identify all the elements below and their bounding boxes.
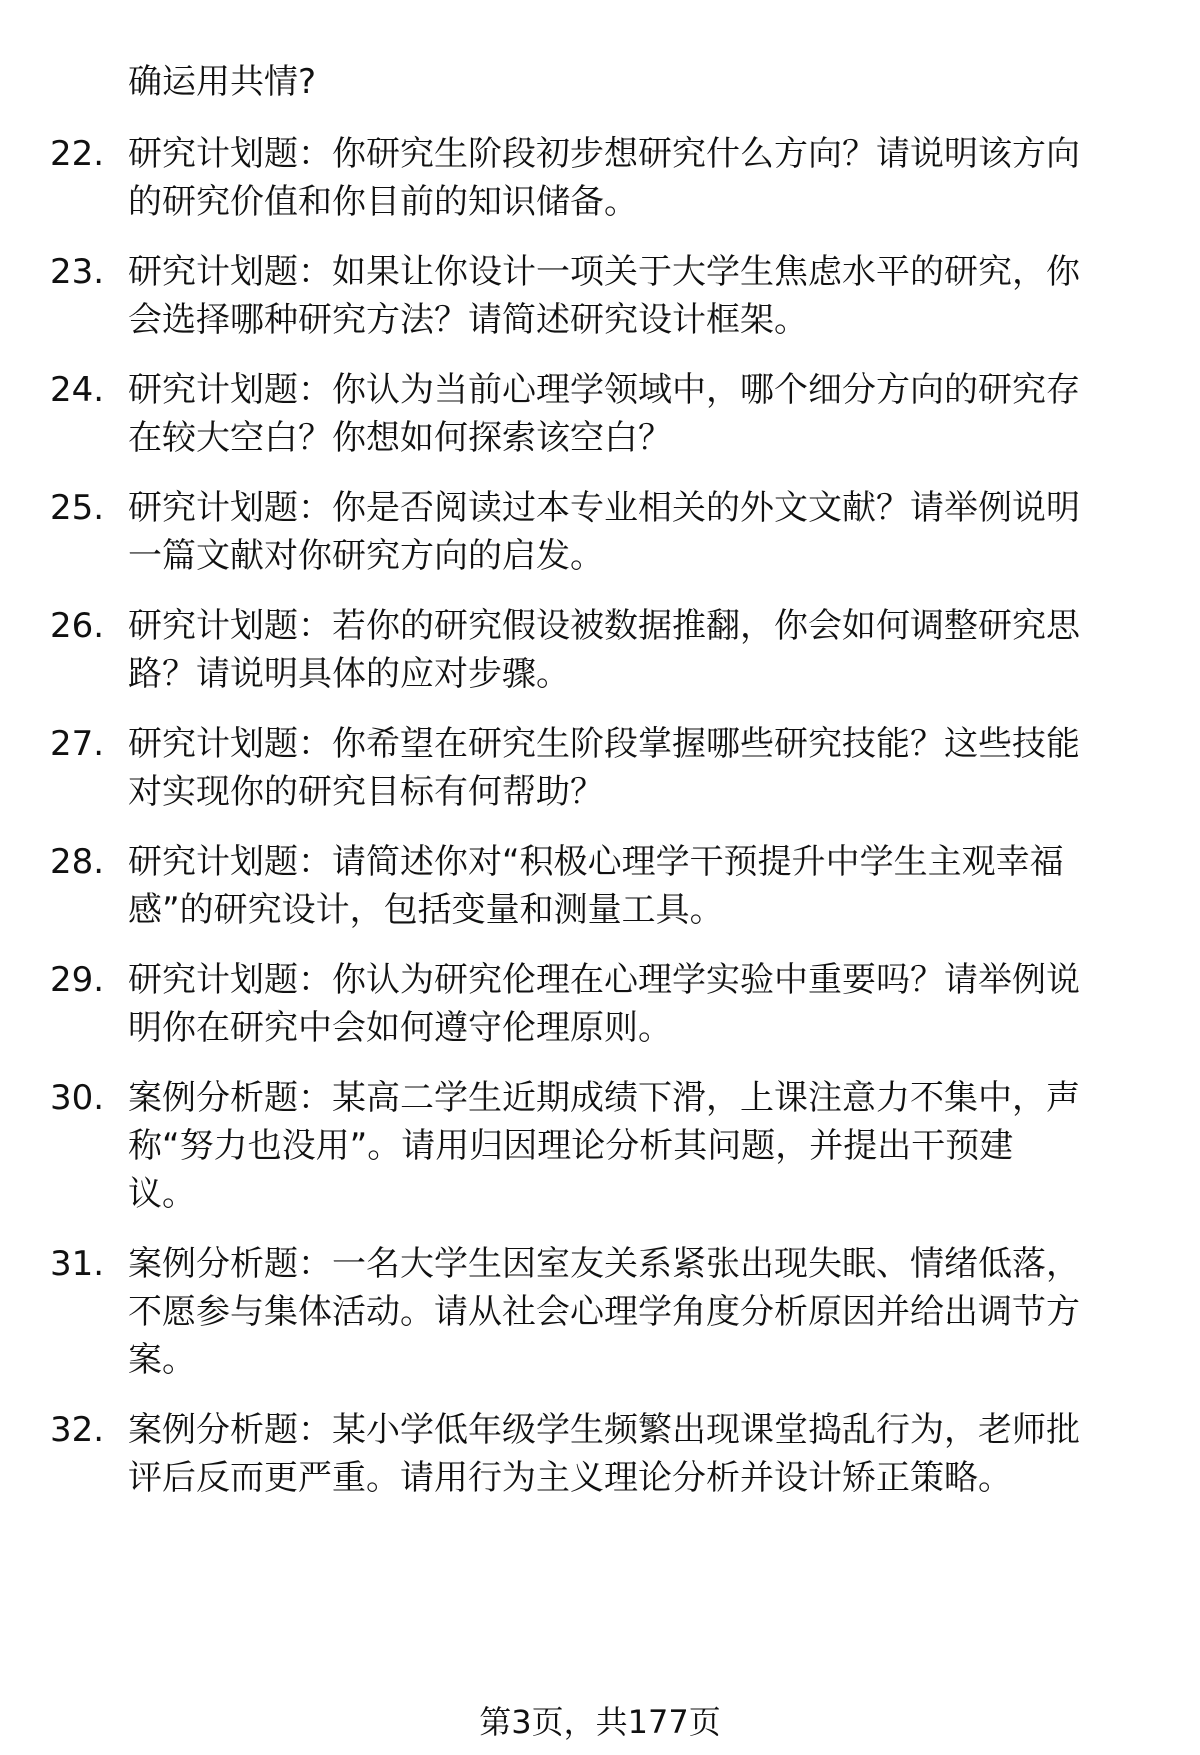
question-text-line: 研究计划题：你认为研究伦理在心理学实验中重要吗？请举例说 [128, 960, 1080, 1000]
question-text-line: 案例分析题：某高二学生近期成绩下滑，上课注意力不集中，声 [128, 1078, 1080, 1118]
question-number: 23. [50, 252, 105, 292]
question-text-line: 研究计划题：若你的研究假设被数据推翻，你会如何调整研究思 [128, 606, 1080, 646]
question-number: 25. [50, 488, 105, 528]
question-text [128, 602, 1198, 698]
question-text [128, 1240, 1198, 1384]
question-text [128, 838, 1198, 934]
question-text [128, 1074, 1198, 1218]
question-number: 31. [50, 1244, 105, 1284]
question-number: 22. [50, 134, 105, 174]
question-number: 28. [50, 842, 105, 882]
question-text-line: 案。 [128, 1340, 196, 1380]
question-number: 24. [50, 370, 105, 410]
question-text [128, 366, 1198, 462]
question-text [128, 720, 1198, 816]
question-number: 27. [50, 724, 105, 764]
question-text-line: 不愿参与集体活动。请从社会心理学角度分析原因并给出调节方 [128, 1292, 1080, 1332]
page-footer: 第3页，共177页 [479, 1703, 721, 1741]
question-text-line: 对实现你的研究目标有何帮助？ [128, 772, 604, 812]
question-text [128, 1406, 1198, 1502]
question-text-line: 会选择哪种研究方法？请简述研究设计框架。 [128, 300, 808, 340]
question-text-line: 在较大空白？你想如何探索该空白？ [128, 418, 672, 458]
question-number: 26. [50, 606, 105, 646]
question-text-line: 研究计划题：你研究生阶段初步想研究什么方向？请说明该方向 [128, 134, 1080, 174]
question-text-line: 案例分析题：某小学低年级学生频繁出现课堂捣乱行为，老师批 [128, 1410, 1080, 1450]
question-text-line: 案例分析题：一名大学生因室友关系紧张出现失眠、情绪低落， [128, 1244, 1080, 1284]
question-text-line: 研究计划题：请简述你对“积极心理学干预提升中学生主观幸福 [128, 842, 1064, 882]
question-text-line: 研究计划题：你认为当前心理学领域中，哪个细分方向的研究存 [128, 370, 1080, 410]
question-text-line: 路？请说明具体的应对步骤。 [128, 654, 570, 694]
continued-text: 确运用共情? [128, 62, 317, 102]
question-text-line: 研究计划题：你希望在研究生阶段掌握哪些研究技能？这些技能 [128, 724, 1080, 764]
question-text-line: 明你在研究中会如何遵守伦理原则。 [128, 1008, 672, 1048]
question-number: 29. [50, 960, 105, 1000]
question-text [128, 484, 1198, 580]
question-text [128, 248, 1198, 344]
question-text-line: 称“努力也没用”。请用归因理论分析其问题，并提出干预建 [128, 1126, 1014, 1166]
question-text-line: 研究计划题：如果让你设计一项关于大学生焦虑水平的研究，你 [128, 252, 1080, 292]
question-text [128, 130, 1198, 226]
question-number: 32. [50, 1410, 105, 1450]
question-text-line: 的研究价值和你目前的知识储备。 [128, 182, 638, 222]
question-text-line: 感”的研究设计，包括变量和测量工具。 [128, 890, 724, 930]
question-text-line: 议。 [128, 1174, 196, 1214]
question-text [128, 956, 1198, 1052]
question-text-line: 研究计划题：你是否阅读过本专业相关的外文文献？请举例说明 [128, 488, 1080, 528]
question-text-line: 评后反而更严重。请用行为主义理论分析并设计矫正策略。 [128, 1458, 1012, 1498]
question-text-line: 一篇文献对你研究方向的启发。 [128, 536, 604, 576]
question-number: 30. [50, 1078, 105, 1118]
